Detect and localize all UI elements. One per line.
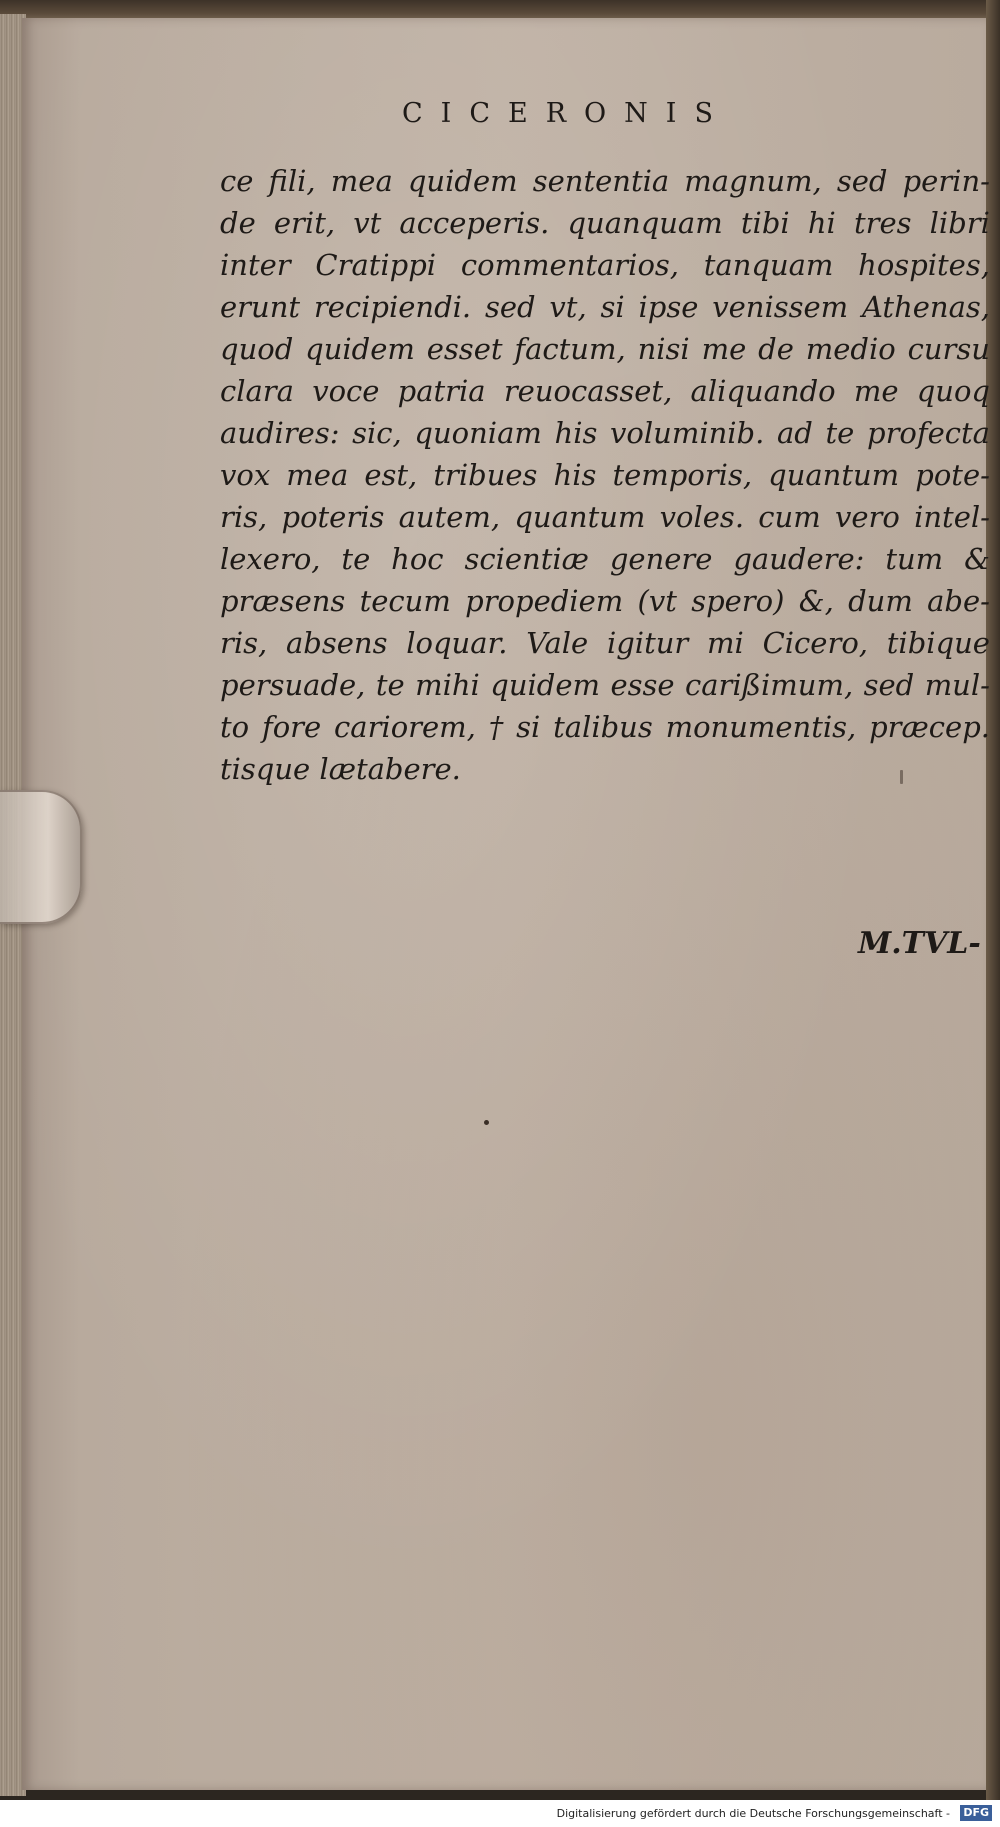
page-clip-holder bbox=[0, 790, 82, 924]
word: venissem bbox=[712, 290, 849, 324]
word: sententia bbox=[532, 164, 670, 198]
word: quoniam bbox=[414, 416, 542, 450]
word: præcep. bbox=[869, 710, 990, 744]
word: magnum, bbox=[684, 164, 822, 198]
word: poteris bbox=[281, 500, 385, 534]
text-line bbox=[220, 202, 990, 244]
word: erit, bbox=[273, 206, 336, 240]
word: temporis, bbox=[612, 458, 753, 492]
word: aliquando bbox=[690, 374, 836, 408]
word: reuocasset, bbox=[503, 374, 673, 408]
word: (vt bbox=[637, 584, 677, 618]
book-page bbox=[22, 18, 990, 1790]
word: tum bbox=[885, 542, 944, 576]
text-line bbox=[220, 370, 990, 412]
word: sed bbox=[863, 668, 915, 702]
word: fore bbox=[261, 710, 322, 744]
word: voles. bbox=[659, 500, 745, 534]
text-line bbox=[220, 328, 990, 370]
word: gaudere: bbox=[733, 542, 865, 576]
word: carißimum, bbox=[684, 668, 854, 702]
word: vt, bbox=[549, 290, 587, 324]
word: recipiendi. bbox=[313, 290, 472, 324]
word: † bbox=[488, 710, 504, 744]
word: absens bbox=[286, 626, 388, 660]
running-head: CICERONIS bbox=[402, 98, 731, 129]
word: tres bbox=[853, 206, 912, 240]
word: audires: bbox=[220, 416, 340, 450]
text-line bbox=[220, 244, 990, 286]
word: mihi bbox=[415, 668, 480, 702]
word: hoc bbox=[391, 542, 444, 576]
word: cursu bbox=[907, 332, 990, 366]
word: factum, bbox=[514, 332, 626, 366]
word: &, bbox=[798, 584, 834, 618]
text-line bbox=[220, 160, 990, 202]
word: Cratippi bbox=[315, 248, 437, 282]
word: de bbox=[220, 206, 256, 240]
text-line bbox=[220, 496, 990, 538]
text-line bbox=[220, 412, 990, 454]
word: mea bbox=[286, 458, 349, 492]
word: to bbox=[220, 710, 250, 744]
word: quidem bbox=[490, 668, 601, 702]
word: sed bbox=[836, 164, 888, 198]
word: mul- bbox=[924, 668, 990, 702]
word: & bbox=[964, 542, 990, 576]
digitization-credit: Digitalisierung gefördert durch die Deutsche Forschungsgemeinschaft - bbox=[556, 1807, 950, 1820]
word: quoq bbox=[916, 374, 990, 408]
word: inter bbox=[220, 248, 291, 282]
word: quantum bbox=[768, 458, 900, 492]
word: mi bbox=[707, 626, 744, 660]
word: ce bbox=[220, 164, 254, 198]
word: persuade, bbox=[220, 668, 366, 702]
word: ad bbox=[777, 416, 813, 450]
word: sic, bbox=[352, 416, 402, 450]
word: Athenas, bbox=[862, 290, 990, 324]
word: voce bbox=[312, 374, 380, 408]
word: me bbox=[853, 374, 899, 408]
word: quod bbox=[220, 332, 294, 366]
word: cariorem, bbox=[334, 710, 476, 744]
text-line bbox=[220, 580, 990, 622]
dfg-logo: DFG bbox=[960, 1805, 992, 1821]
word: est, bbox=[364, 458, 418, 492]
word: vox bbox=[220, 458, 271, 492]
word: profecta bbox=[867, 416, 990, 450]
word: tibique bbox=[886, 626, 990, 660]
word: quantum bbox=[514, 500, 646, 534]
word: ris, bbox=[220, 626, 268, 660]
word: ris, bbox=[220, 500, 268, 534]
body-text bbox=[220, 160, 990, 790]
word: Cicero, bbox=[762, 626, 869, 660]
word: hi bbox=[807, 206, 836, 240]
catchword: M.TVL- bbox=[858, 926, 981, 961]
word: his bbox=[553, 458, 597, 492]
word: abe- bbox=[927, 584, 990, 618]
word: Vale bbox=[526, 626, 589, 660]
word: genere bbox=[609, 542, 713, 576]
word: quanquam bbox=[567, 206, 723, 240]
word: tecum bbox=[359, 584, 451, 618]
word: nisi bbox=[637, 332, 690, 366]
text-line: tisque lætabere. bbox=[220, 752, 461, 786]
word: cum bbox=[758, 500, 821, 534]
word: te bbox=[375, 668, 405, 702]
word: vt bbox=[353, 206, 382, 240]
word: voluminib. bbox=[610, 416, 765, 450]
word: talibus bbox=[553, 710, 653, 744]
word: scientiæ bbox=[464, 542, 589, 576]
word: me bbox=[701, 332, 747, 366]
word: te bbox=[341, 542, 371, 576]
word: si bbox=[600, 290, 625, 324]
word: esse bbox=[610, 668, 675, 702]
word: dum bbox=[848, 584, 913, 618]
word: tibi bbox=[740, 206, 790, 240]
word: intel- bbox=[914, 500, 990, 534]
text-line bbox=[220, 538, 990, 580]
word: quidem bbox=[407, 164, 518, 198]
text-line bbox=[220, 664, 990, 706]
word: esset bbox=[426, 332, 503, 366]
text-line bbox=[220, 706, 990, 748]
word: igitur bbox=[606, 626, 689, 660]
word: autem, bbox=[398, 500, 501, 534]
word: medio bbox=[805, 332, 896, 366]
word: te bbox=[825, 416, 855, 450]
word: tribues bbox=[433, 458, 538, 492]
word: lexero, bbox=[220, 542, 321, 576]
word: tanquam bbox=[703, 248, 834, 282]
word: sed bbox=[484, 290, 536, 324]
word: si bbox=[516, 710, 541, 744]
word: spero) bbox=[691, 584, 785, 618]
word: pote- bbox=[915, 458, 990, 492]
text-line bbox=[220, 454, 990, 496]
paper-speck bbox=[484, 1120, 489, 1125]
word: his bbox=[554, 416, 598, 450]
word: erunt bbox=[220, 290, 301, 324]
word: vero bbox=[834, 500, 900, 534]
word: clara bbox=[220, 374, 294, 408]
word: patria bbox=[397, 374, 486, 408]
word: mea bbox=[330, 164, 393, 198]
paper-speck bbox=[900, 770, 903, 784]
word: libri bbox=[929, 206, 990, 240]
word: de bbox=[758, 332, 794, 366]
word: quidem bbox=[305, 332, 415, 366]
word: loquar. bbox=[406, 626, 508, 660]
text-line bbox=[220, 286, 990, 328]
word: propediem bbox=[465, 584, 624, 618]
word: fili, bbox=[268, 164, 316, 198]
word: commentarios, bbox=[460, 248, 680, 282]
word: præsens bbox=[220, 584, 346, 618]
word: hospites, bbox=[858, 248, 990, 282]
text-line bbox=[220, 622, 990, 664]
word: ipse bbox=[638, 290, 699, 324]
word: perin- bbox=[902, 164, 990, 198]
word: monumentis, bbox=[665, 710, 857, 744]
word: acceperis. bbox=[399, 206, 550, 240]
